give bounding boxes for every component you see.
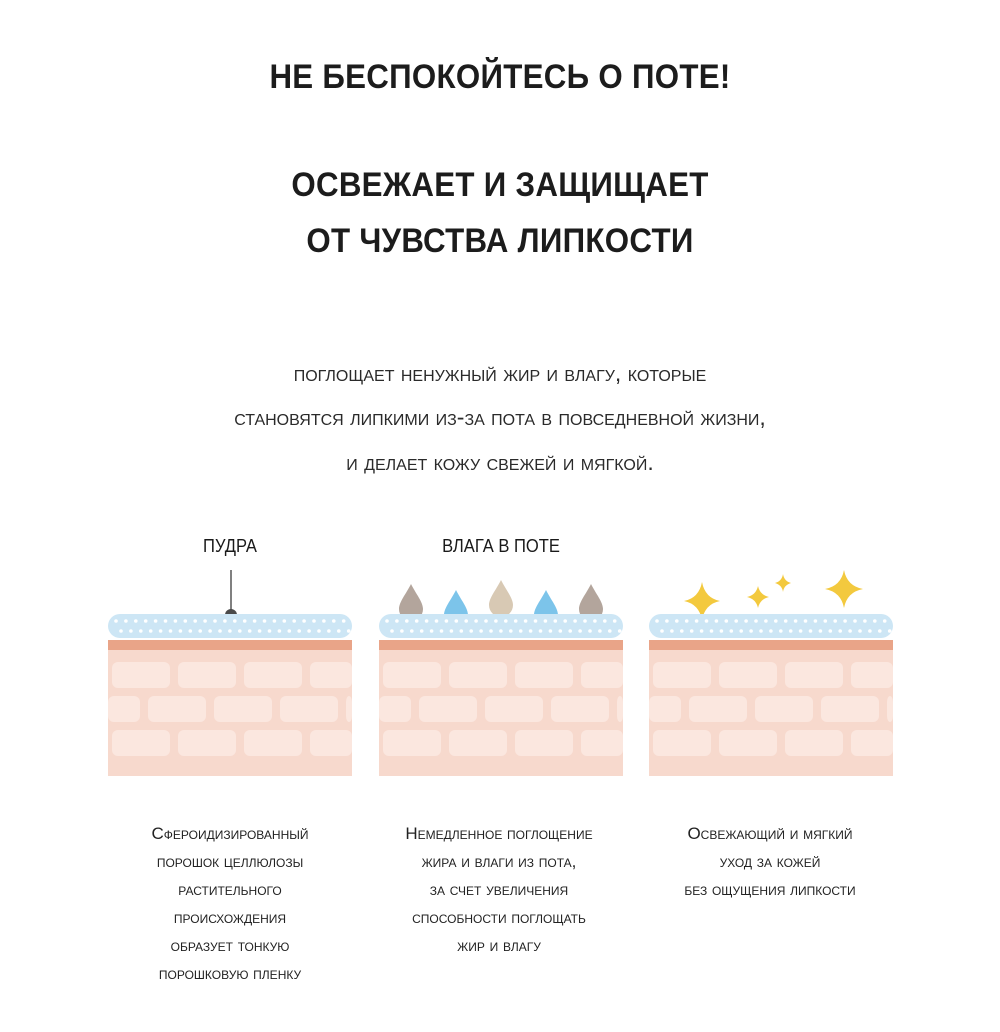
- powder-dot: [814, 619, 818, 623]
- powder-dot: [888, 629, 892, 633]
- powder-dot: [184, 619, 188, 623]
- powder-dot: [179, 629, 183, 633]
- description-line1: поглощает ненужный жир и влагу, которые: [293, 360, 707, 386]
- powder-dot: [144, 619, 148, 623]
- caption-line: способности поглощать: [412, 908, 586, 927]
- powder-dot: [544, 619, 548, 623]
- powder-dot: [539, 629, 543, 633]
- powder-dot: [425, 619, 429, 623]
- powder-dot: [700, 629, 704, 633]
- powder-dot: [685, 619, 689, 623]
- caption-line: растительного: [178, 880, 282, 899]
- powder-dot: [695, 619, 699, 623]
- powder-dot: [440, 629, 444, 633]
- powder-dot: [613, 619, 617, 623]
- powder-dot: [415, 619, 419, 623]
- skin-layers: [108, 614, 352, 776]
- powder-dot: [705, 619, 709, 623]
- powder-dot: [769, 629, 773, 633]
- powder-dot: [312, 619, 316, 623]
- caption-line: за счет увеличения: [429, 880, 569, 899]
- caption-line: Освежающий и мягкий: [687, 824, 853, 843]
- powder-dot: [675, 619, 679, 623]
- powder-dot: [603, 619, 607, 623]
- powder-dot: [504, 619, 508, 623]
- skin-cell: [112, 662, 170, 688]
- powder-dot: [278, 629, 282, 633]
- caption-fresh: [645, 820, 895, 904]
- powder-dot: [549, 629, 553, 633]
- powder-dot: [283, 619, 287, 623]
- caption-line: образует тонкую: [170, 936, 290, 955]
- powder-dot: [764, 619, 768, 623]
- skin-cell: [178, 730, 236, 756]
- powder-dot: [474, 619, 478, 623]
- powder-dot: [159, 629, 163, 633]
- powder-dot: [593, 619, 597, 623]
- skin-cell: [383, 662, 441, 688]
- sweat-drop-icon: [489, 580, 513, 617]
- skin-cell: [581, 662, 623, 688]
- caption-line: Немедленное поглощение: [405, 824, 593, 843]
- powder-dot: [665, 619, 669, 623]
- powder-dot: [327, 629, 331, 633]
- skin-cell: [280, 696, 338, 722]
- powder-dot: [720, 629, 724, 633]
- powder-dot: [744, 619, 748, 623]
- powder-dot: [655, 619, 659, 623]
- powder-dot: [189, 629, 193, 633]
- powder-dot: [400, 629, 404, 633]
- powder-dot: [559, 629, 563, 633]
- powder-dot: [749, 629, 753, 633]
- skin-cell: [178, 662, 236, 688]
- skin-cell: [244, 730, 302, 756]
- powder-dot: [568, 629, 572, 633]
- powder-dot: [754, 619, 758, 623]
- powder-dot: [660, 629, 664, 633]
- powder-dot: [734, 619, 738, 623]
- powder-dot: [450, 629, 454, 633]
- skin-layers: [649, 614, 893, 776]
- powder-dot: [307, 629, 311, 633]
- powder-dot: [618, 629, 622, 633]
- powder-dot: [824, 619, 828, 623]
- powder-dot: [332, 619, 336, 623]
- skin-cell: [617, 696, 623, 722]
- powder-dot: [583, 619, 587, 623]
- skin-cell: [689, 696, 747, 722]
- skin-surface: [108, 640, 352, 650]
- powder-dot: [799, 629, 803, 633]
- powder-dot: [228, 629, 232, 633]
- powder-dot: [292, 619, 296, 623]
- panel-label-sweat: ВЛАГА В ПОТЕ: [442, 536, 560, 556]
- caption-line: порошковую пленку: [158, 964, 302, 983]
- description-line2: становятся липкими из-за пота в повседневной жизни,: [234, 404, 766, 430]
- powder-dot: [273, 619, 277, 623]
- skin-cell: [851, 662, 893, 688]
- powder-dot: [174, 619, 178, 623]
- powder-dot: [193, 619, 197, 623]
- powder-dot: [848, 629, 852, 633]
- skin-cell: [108, 696, 140, 722]
- powder-dot: [789, 629, 793, 633]
- skin-cell: [419, 696, 477, 722]
- skin-cell: [719, 730, 777, 756]
- powder-dot: [519, 629, 523, 633]
- skin-cell: [214, 696, 272, 722]
- powder-dot: [554, 619, 558, 623]
- powder-dot: [169, 629, 173, 633]
- powder-dot: [534, 619, 538, 623]
- powder-dot: [253, 619, 257, 623]
- powder-dot: [317, 629, 321, 633]
- powder-dot: [563, 619, 567, 623]
- skin-surface: [379, 640, 623, 650]
- skin-diagram-powder: [108, 560, 352, 780]
- powder-dot: [464, 619, 468, 623]
- powder-dot: [198, 629, 202, 633]
- caption-sweat: [374, 820, 624, 960]
- skin-cell: [310, 730, 352, 756]
- caption-line: уход за кожей: [719, 852, 821, 871]
- skin-surface: [649, 640, 893, 650]
- skin-cell: [653, 730, 711, 756]
- powder-dot: [263, 619, 267, 623]
- powder-dot: [347, 629, 351, 633]
- powder-dot: [233, 619, 237, 623]
- powder-dot: [883, 619, 887, 623]
- powder-dot: [690, 629, 694, 633]
- powder-dot: [833, 619, 837, 623]
- powder-dot: [739, 629, 743, 633]
- skin-cell: [851, 730, 893, 756]
- powder-dot: [489, 629, 493, 633]
- skin-cell: [449, 730, 507, 756]
- powder-dot: [218, 629, 222, 633]
- skin-diagram-sweat: [379, 560, 623, 780]
- sparkle-icon: [825, 570, 863, 608]
- powder-dot: [124, 619, 128, 623]
- powder-dot: [342, 619, 346, 623]
- powder-dot: [524, 619, 528, 623]
- powder-dot: [114, 619, 118, 623]
- powder-dot: [164, 619, 168, 623]
- powder-dot: [243, 619, 247, 623]
- powder-dot: [843, 619, 847, 623]
- skin-cell: [719, 662, 777, 688]
- powder-dot: [670, 629, 674, 633]
- headline: НЕ БЕСПОКОЙТЕСЬ О ПОТЕ!: [269, 58, 731, 96]
- skin-cell: [785, 730, 843, 756]
- sparkle-icon: [747, 586, 769, 608]
- powder-dot: [154, 619, 158, 623]
- powder-dot: [445, 619, 449, 623]
- powder-dot: [499, 629, 503, 633]
- skin-cell: [485, 696, 543, 722]
- skin-cell: [449, 662, 507, 688]
- powder-dot: [134, 619, 138, 623]
- powder-dot: [858, 629, 862, 633]
- powder-dot: [710, 629, 714, 633]
- powder-dot: [208, 629, 212, 633]
- skin-cell: [515, 662, 573, 688]
- powder-dot: [129, 629, 133, 633]
- powder-dot: [878, 629, 882, 633]
- powder-dot: [203, 619, 207, 623]
- powder-dot: [322, 619, 326, 623]
- powder-dot: [455, 619, 459, 623]
- caption-line: жира и влаги из пота,: [421, 852, 577, 871]
- powder-layer: [649, 614, 893, 638]
- skin-cell: [653, 662, 711, 688]
- powder-pointer-icon: [225, 570, 237, 621]
- skin-cell: [148, 696, 206, 722]
- powder-dot: [794, 619, 798, 623]
- skin-cell: [887, 696, 893, 722]
- powder-dot: [238, 629, 242, 633]
- powder-dot: [863, 619, 867, 623]
- powder-dot: [337, 629, 341, 633]
- powder-dot: [598, 629, 602, 633]
- caption-line: порошок целлюлозы: [156, 852, 304, 871]
- skin-layers: [379, 614, 623, 776]
- powder-dot: [853, 619, 857, 623]
- skin-cell: [112, 730, 170, 756]
- powder-dot: [149, 629, 153, 633]
- powder-dot: [297, 629, 301, 633]
- caption-line: жир и влагу: [457, 936, 541, 955]
- powder-dot: [302, 619, 306, 623]
- skin-cell: [310, 662, 352, 688]
- powder-dot: [715, 619, 719, 623]
- powder-dot: [819, 629, 823, 633]
- skin-cell: [821, 696, 879, 722]
- powder-dot: [430, 629, 434, 633]
- powder-dot: [268, 629, 272, 633]
- powder-dot: [385, 619, 389, 623]
- caption-powder: [105, 820, 355, 988]
- powder-dot: [680, 629, 684, 633]
- skin-cell: [649, 696, 681, 722]
- subheadline-line2: ОТ ЧУВСТВА ЛИПКОСТИ: [306, 222, 694, 260]
- powder-dot: [469, 629, 473, 633]
- skin-diagram-fresh: [649, 560, 893, 780]
- powder-dot: [578, 629, 582, 633]
- powder-dot: [838, 629, 842, 633]
- skin-cell: [383, 730, 441, 756]
- powder-dot: [288, 629, 292, 633]
- powder-dot: [479, 629, 483, 633]
- subheadline-line1: ОСВЕЖАЕТ И ЗАЩИЩАЕТ: [291, 166, 709, 204]
- skin-cell: [551, 696, 609, 722]
- powder-dot: [804, 619, 808, 623]
- skin-cell: [244, 662, 302, 688]
- powder-dot: [784, 619, 788, 623]
- powder-dot: [395, 619, 399, 623]
- powder-dot: [119, 629, 123, 633]
- powder-layer: [379, 614, 623, 638]
- skin-cell: [515, 730, 573, 756]
- powder-dot: [390, 629, 394, 633]
- powder-dot: [494, 619, 498, 623]
- description-line3: и делает кожу свежей и мягкой.: [346, 449, 654, 475]
- powder-dot: [873, 619, 877, 623]
- powder-dot: [435, 619, 439, 623]
- powder-dot: [460, 629, 464, 633]
- powder-dot: [730, 629, 734, 633]
- skin-cell: [379, 696, 411, 722]
- powder-dot: [588, 629, 592, 633]
- powder-dot: [779, 629, 783, 633]
- skin-cell: [755, 696, 813, 722]
- panel-label-powder: ПУДРА: [203, 536, 257, 556]
- powder-dot: [829, 629, 833, 633]
- powder-dot: [410, 629, 414, 633]
- powder-dot: [248, 629, 252, 633]
- skin-cell: [346, 696, 352, 722]
- powder-dot: [573, 619, 577, 623]
- caption-line: Сфероидизированный: [151, 824, 309, 843]
- powder-dot: [868, 629, 872, 633]
- powder-dot: [420, 629, 424, 633]
- powder-dot: [405, 619, 409, 623]
- powder-dot: [223, 619, 227, 623]
- powder-dot: [484, 619, 488, 623]
- powder-dot: [809, 629, 813, 633]
- powder-dot: [258, 629, 262, 633]
- caption-line: происхождения: [173, 908, 287, 927]
- powder-dot: [759, 629, 763, 633]
- caption-line: без ощущения липкости: [684, 880, 856, 899]
- powder-dot: [139, 629, 143, 633]
- powder-layer: [108, 614, 352, 638]
- sparkle-icon: [775, 574, 791, 592]
- skin-cell: [785, 662, 843, 688]
- powder-dot: [529, 629, 533, 633]
- powder-dot: [608, 629, 612, 633]
- powder-dot: [509, 629, 513, 633]
- skin-cell: [581, 730, 623, 756]
- sparkle-icons: [684, 570, 863, 620]
- powder-dot: [774, 619, 778, 623]
- powder-dot: [725, 619, 729, 623]
- powder-dot: [514, 619, 518, 623]
- powder-dot: [213, 619, 217, 623]
